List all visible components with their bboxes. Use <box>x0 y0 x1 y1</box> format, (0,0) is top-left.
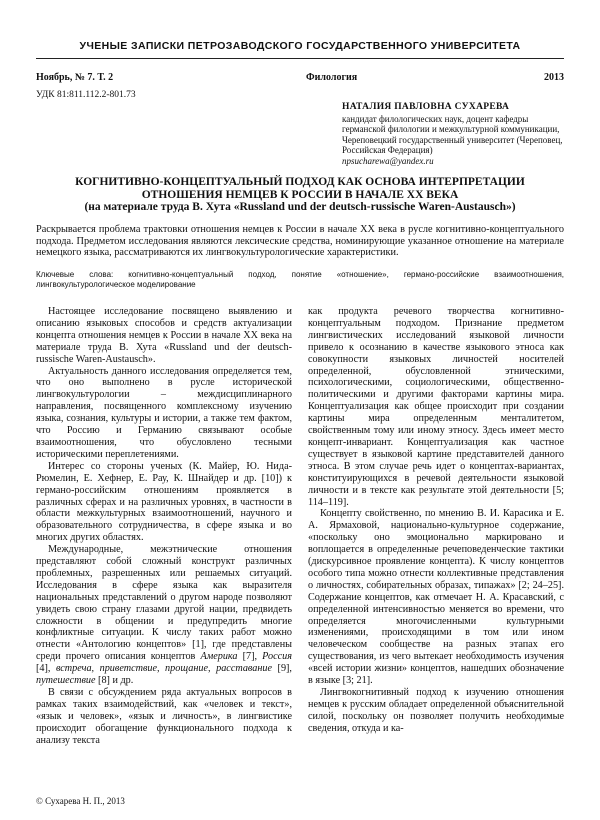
issue-meta <box>36 72 564 84</box>
paragraph: Интерес со стороны ученых (К. Майер, Ю. Нида-Рюмелин, Е. Хефнер, Е. Рау, К. Шнайдер и др. [10]) к германо-российским отношениям проявляется в различных сферах и на различных уровнях, в частности в области межкультурных взаимоотношений, научного и образовательного сотрудничества, в сфере языка и во многих других областях. <box>36 460 292 544</box>
copyright: © Сухарева Н. П., 2013 <box>36 796 125 806</box>
article-title <box>36 176 564 214</box>
header-rule <box>36 58 564 59</box>
udk-code: УДК 81:811.112.2-801.73 <box>36 90 136 100</box>
journal-title: УЧЕНЫЕ ЗАПИСКИ ПЕТРОЗАВОДСКОГО ГОСУДАРСТВЕННОГО УНИВЕРСИТЕТА <box>79 40 521 52</box>
paragraph: Концепту свойственно, по мнению В. И. Карасика и Е. А. Ярмаховой, национально-культурное содержание, «поскольку оно эмоционально маркировано и воплощается в определенные речеповеденческие тактики (дискурсивное проявление концепта). К числу концептов особого типа можно отнести коллективные представления о личностях, собирательных образах, типажах» [2; 24–25]. Содержание концептов, как отмечает Н. А. Красавский, с определенной интенсивностью меняется во времени, что определяется многочисленными культурными изменениями, происходящими в том или ином человеческом сообществе на разных этапах его существования, из чего вытекает необходимость изучения «всей истории жизни» концептов, нашедших обозначение в языке [3; 21]. <box>308 508 564 687</box>
title-line-3: (на материале труда В. Хута «Russland und der deutsch-russische Waren-Austausch») <box>84 201 516 213</box>
keywords: Ключевые слова: когнитивно-концептуальный подход, понятие «отношение», германо-российские взаимоотношения, лингвокультурологическое моделирование <box>36 270 564 289</box>
paragraph: Международные, межэтнические отношения представляют собой сложный конструкт различных проблемных, разрешенных или решаемых ситуаций. Исследования в сфере языка как выразителя национальных представлений о другом народе позволяют увидеть свою страну глазами другой нации, предвидеть сложности в общении и предупредить многие конфликтные ситуации. К числу таких работ можно отнести «Антологию концептов» [1], где представлены среди прочего описания концептов Америка [7], Россия [4], встреча, приветствие, прощание, расставание [9], путешествие [8] и др. <box>36 544 292 687</box>
title-line-2: ОТНОШЕНИЯ НЕМЦЕВ К РОССИИ В НАЧАЛЕ XX ВЕКА <box>141 188 459 201</box>
author-block <box>342 102 564 166</box>
paragraph: как продукта речевого творчества когнитивно-концептуальным подходом. Признание предметом лингвистических исследований языковой личности привело к осознанию в качестве языкового этноса как совокупности языковых личностей носителей определенной, обусловленной этническими, психологическими, социологическими, общественно-политическими и другими факторами картины мира. Концептуализация как общее происходит при создании картины мира определенным менталитетом, свойственным тому или иному этносу. Здесь имеет место концепт-инвариант. Концептуализация как частное существует в языковой картине представителей данного этноса. В этом случае речь идет о концептах-вариантах, конституирующихся в речевой деятельности языковой личности и в тексте как результате этой деятельности [5; 114–119]. <box>308 306 564 508</box>
issue-year: 2013 <box>544 72 564 83</box>
title-line-1: КОГНИТИВНО-КОНЦЕПТУАЛЬНЫЙ ПОДХОД КАК ОСНОВА ИНТЕРПРЕТАЦИИ <box>75 176 525 188</box>
paragraph: Настоящее исследование посвящено выявлению и описанию языковых способов и средств актуализации концепта отношения немцев к России в начале XX века на материале труда В. Хута «Russland und der deutsch-russische Waren-Austausch». <box>36 306 292 365</box>
author-email[interactable]: npsucharewa@yandex.ru <box>342 155 434 166</box>
author-name: НАТАЛИЯ ПАВЛОВНА СУХАРЕВА <box>342 102 510 112</box>
paragraph: Лингвокогнитивный подход к изучению отношения немцев к русским обладает определенной объяснительной силой, поскольку он позволяет получить необходимые сведения, откуда и ка- <box>308 687 564 734</box>
right-column <box>308 306 564 735</box>
paragraph: В связи с обсуждением ряда актуальных вопросов в рамках таких взаимодействий, как «человек и текст», «язык и человек», «язык и личность», в лингвистике происходит обогащение функционального подхода к анализу текста <box>36 687 292 746</box>
section-name: Филология <box>306 72 358 83</box>
issue-number: Ноябрь, № 7. Т. 2 <box>36 72 114 83</box>
paragraph: Актуальность данного исследования определяется тем, что оно выполнено в русле исторической лингвокультурологии – междисциплинарного направления, посвященного комплексному изучению языка, сознания, культуры и истории, а также тем фактом, что Россию и Германию связывают особые взаимоотношения, что обусловлено тесными историческими переплетениями. <box>36 365 292 460</box>
abstract: Раскрывается проблема трактовки отношения немцев к России в начале XX века в русле когнитивно-концептуального подхода. Предметом исследования являются лексические средства, номинирующие указанное отношение на материале немецкого языка, рассматриваются их лингвокультурологические характеристики. <box>36 224 564 258</box>
left-column <box>36 306 292 747</box>
author-affiliation: кандидат филологических наук, доцент кафедры германской филологии и межкультурной коммуникации, Череповецкий государственный университет (Череповец, Российская Федерация) <box>342 113 563 155</box>
